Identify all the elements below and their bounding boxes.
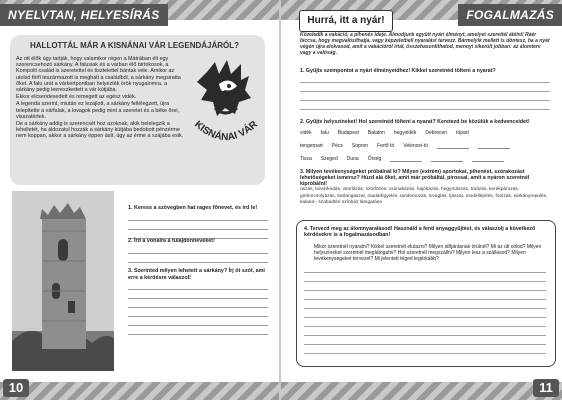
question-number: 2. [128, 238, 133, 244]
place-word[interactable]: hegyvidék [393, 130, 417, 136]
answer-line[interactable] [128, 253, 268, 254]
answer-line[interactable] [128, 316, 268, 317]
answer-line[interactable] [304, 353, 546, 354]
answer-line[interactable] [300, 109, 550, 110]
answer-line[interactable] [304, 272, 546, 273]
place-word[interactable]: tengerpart [300, 143, 323, 149]
question-number: 3. [128, 268, 133, 274]
story-paragraph: Az ott élők úgy tartják, hogy valamikor régen a Mátrában élt egy szerencsehozó sárkány. A falusiak és a várban élő birtokosok, a Kompolti család is szeretettel és tisztelettel bántak vele. Amikor az utolsó férfi leszármazott is meghalt a családból, a sárkány megsiratta őket. A falu urát a várkertpontban helyezték örök nyugalomra, a sárkány pedig leereszkedett a vár kútjába. [16, 56, 181, 94]
place-word[interactable]: Sopron [351, 143, 369, 149]
place-word[interactable]: Duna [346, 156, 359, 162]
blank-line[interactable] [437, 143, 469, 149]
title-banner: Hurrá, itt a nyár! [299, 10, 393, 32]
right-question-2 [300, 119, 550, 125]
answer-line[interactable] [300, 100, 550, 101]
left-header-tab: NYELVTAN, HELYESÍRÁS [0, 4, 168, 26]
dragon-emblem [185, 58, 267, 154]
place-word[interactable]: tópart [456, 130, 469, 136]
blank-line[interactable] [472, 156, 504, 162]
answer-line[interactable] [304, 290, 546, 291]
page-number: 11 [533, 379, 559, 397]
blank-line[interactable] [478, 143, 510, 149]
story-paragraph: Ekkor elcsendesedett és remegett az egész vidék. [16, 94, 137, 101]
question-text: Írd a vonalra a tulajdonneveket! [134, 238, 215, 244]
question-number: 1. [128, 205, 133, 211]
place-word[interactable]: Balaton [367, 130, 385, 136]
intro-text: Közeledik a vakáció, a pihenés ideje. Álmodjunk együtt nyári élményt, amelyet szerettél átélni! Ráér biccsa, hogy megvalósíthatja, vagy képzeletbeli nyaralást tervezz. Bármelyik mellett is döntesz, ha a nyár végén újra elolvasod, amit a vakációról írtál, összehasonlíthatod, mennyi sikerült jobban: az álomterv vagy a valóság. [300, 32, 550, 56]
place-word[interactable]: Fertő tó [377, 143, 395, 149]
answer-line[interactable] [128, 325, 268, 326]
right-header-tab: FOGALMAZÁS [458, 4, 562, 26]
answer-line[interactable] [128, 298, 268, 299]
question-text: 2. Gyűjts helyszíneket! Hol szeretnéd tölteni a nyarat? Keretezd be közülük a kedvenceidet! [300, 119, 530, 125]
question-4-hints: Mikor szeretnél nyaralni? Kikkel szeretnél elutazni? Milyen időjárásnak örülnél? Mi az úti célod? Milyen helyszíneket szeretnél meglátogatni? Hol szeretnél megszállni? Milyen lesz a szállásod? Milyen tevékenységeket tervezel? Mi jelentett téged legérkább? [314, 244, 542, 263]
place-word[interactable]: Budapest [337, 130, 359, 136]
places-row [300, 130, 550, 136]
page-number: 10 [3, 379, 29, 397]
activities-list: úszás, búvárkodás, vitorlázás, szörfözés, csónakázás, hajókázás, hegymászás, túrázás, kerékpározás, görkorcsolyázás, barlangászat, madárfigyelés, tandemozás, lovaglás, íjászat, modellépítés, fotózás, sárkányrepülés, kaland-, szabadtéri színház látogatása [300, 187, 548, 205]
place-word[interactable]: Tisza [300, 156, 312, 162]
answer-line[interactable] [128, 289, 268, 290]
blank-line[interactable] [431, 156, 463, 162]
right-question-4 [304, 226, 546, 238]
question-text: 3. Milyen tevékenységeket próbálnál ki? Milyen (extrém) sportokat, pihenést, szórakozást lehetőségeket ismersz? Húzd alá őket, amit már próbáltál, pirossal, amit a nyáron szeretnél kipróbálni! [300, 169, 530, 188]
question-2 [128, 238, 268, 263]
place-word[interactable]: Debrecen [425, 130, 448, 136]
blank-line[interactable] [390, 156, 422, 162]
essay-lines [304, 264, 546, 354]
answer-line[interactable] [304, 308, 546, 309]
places-row [300, 156, 550, 162]
question-text: Szerinted milyen lehetett a sárkány? Írj öt szót, ami erre a kérdésre válaszol! [128, 268, 265, 281]
place-word[interactable]: Őrség [367, 156, 382, 162]
left-page [0, 0, 279, 400]
answer-line[interactable] [304, 326, 546, 327]
answer-line[interactable] [304, 299, 546, 300]
question-1 [128, 205, 268, 239]
places-row [300, 143, 550, 149]
place-word[interactable]: Szeged [320, 156, 338, 162]
answer-line[interactable] [304, 344, 546, 345]
footer-stripes [281, 382, 562, 400]
answer-line[interactable] [304, 281, 546, 282]
right-question-3 [300, 169, 550, 188]
castle-tower-photo [12, 191, 114, 371]
footer-stripes [0, 382, 279, 400]
place-word[interactable]: Velencei-tó [403, 143, 429, 149]
question-text: Keress a szövegben hat rages főnevet, és írd le! [134, 205, 258, 211]
emblem-text: KISNÁNAI VÁR [192, 119, 260, 144]
answer-line[interactable] [304, 317, 546, 318]
svg-text:KISNÁNAI VÁR [192, 119, 260, 144]
question-3 [128, 268, 268, 335]
answer-line[interactable] [300, 82, 550, 83]
answer-line[interactable] [128, 307, 268, 308]
story-paragraph: A legenda szerint, miután ez lezajlott, a sárkány fellélegzett, újra telepítette a várfalak, a lovagok pedig mint a szeretet és a béke őrei, visszatértek. [16, 101, 180, 120]
story-title: HALLOTTÁL MÁR A KISNÁNAI VÁR LEGENDÁJÁRÓL? [30, 41, 240, 50]
answer-line[interactable] [128, 262, 268, 263]
story-text [16, 56, 184, 141]
answer-line[interactable] [300, 91, 550, 92]
answer-line[interactable] [128, 229, 268, 230]
question-text: 4. Tervezd meg az álomnyaralásod! Használd a fenti anyaggyűjtést, és válaszolj a következő kérdésekre is a fogalmazásodban! [304, 226, 536, 239]
place-word[interactable]: vidék [300, 130, 312, 136]
answer-line[interactable] [128, 334, 268, 335]
answer-line[interactable] [128, 220, 268, 221]
place-word[interactable]: Pécs [331, 143, 343, 149]
story-paragraph: De a sárkány addig is szerencsét hoz azoknak, akik belelegzik a lehelletét, ha áldozatul hozzák a sárkány kútjába bedobott pénzérme nem koppan, akkor a sárkány éppen ásít, úgy az érme a szájába esik. [16, 121, 184, 140]
places-list [300, 130, 550, 169]
answer-line[interactable] [304, 335, 546, 336]
place-word[interactable]: falu [320, 130, 329, 136]
right-question-1 [300, 68, 550, 110]
question-text: 1. Gyűjts szempontot a nyári élményeidhez! Kikkel szeretnéd tölteni a nyarat? [300, 68, 496, 74]
